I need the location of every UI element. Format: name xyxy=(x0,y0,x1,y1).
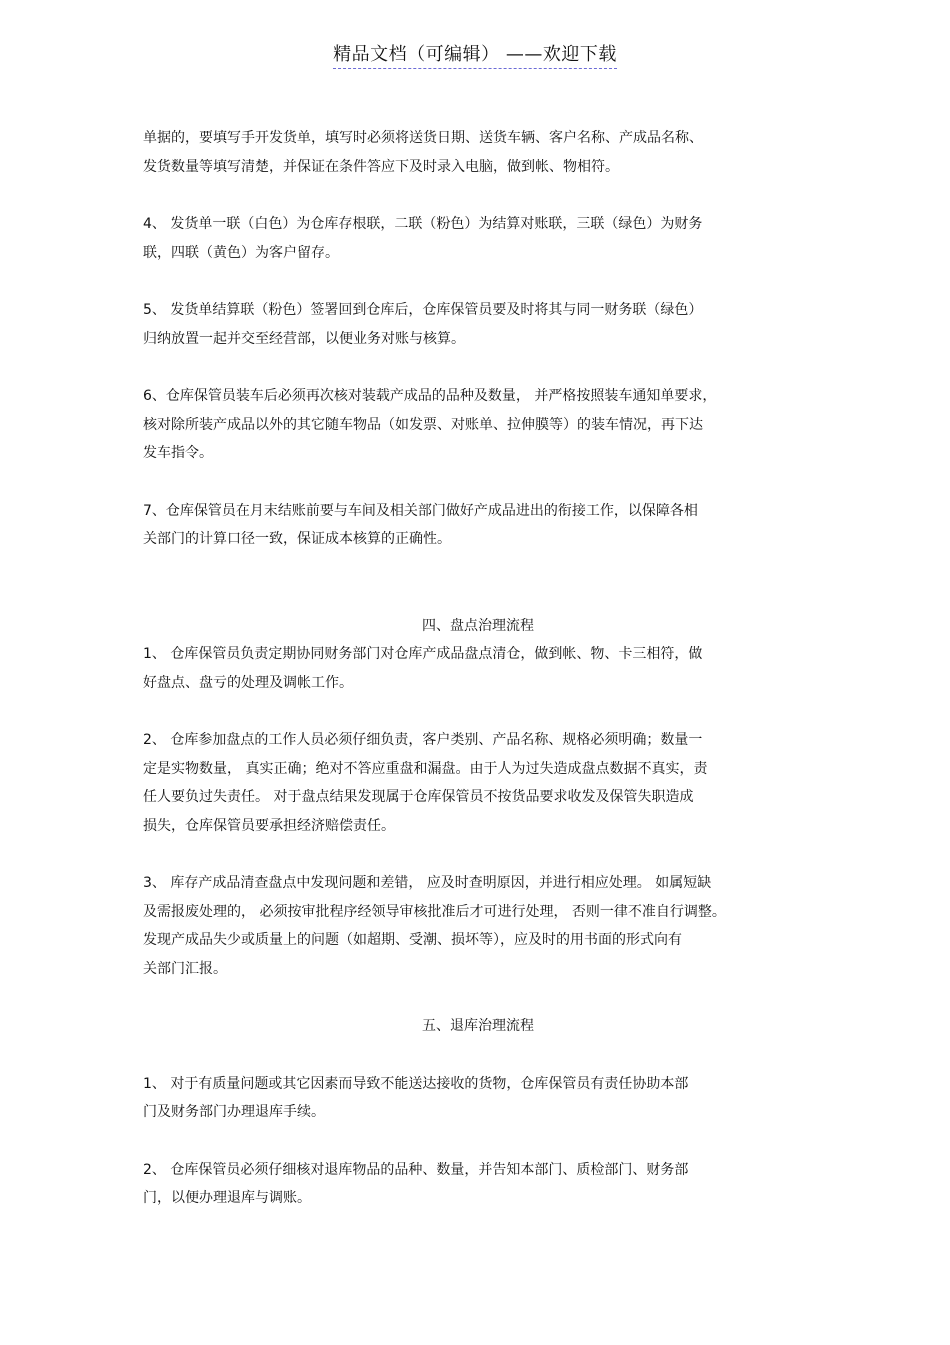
paragraph-inventory-1 xyxy=(143,640,813,697)
text-line: 单据的，要填写手开发货单，填写时必须将送货日期、送货车辆、客户名称、产成品名称、 xyxy=(143,130,703,146)
text-line: 损失，仓库保管员要承担经济赔偿责任。 xyxy=(143,817,395,834)
text-line: 关部门汇报。 xyxy=(143,960,227,977)
text-line: 及需报废处理的， 必须按审批程序经领导审核批准后才可进行处理， 否则一律不准自行调整。 xyxy=(143,903,726,920)
paragraph-item-4 xyxy=(143,210,813,267)
paragraph-item-5 xyxy=(143,296,813,353)
text-line: 7、仓库保管员在月末结账前要与车间及相关部门做好产成品进出的衔接工作，以保障各相 xyxy=(143,502,698,519)
paragraph-item-7 xyxy=(143,497,813,554)
paragraph-returns-1 xyxy=(143,1070,813,1127)
text-line: 2、 仓库参加盘点的工作人员必须仔细负责，客户类别、产品名称、规格必须明确；数量一 xyxy=(143,732,703,748)
text-line: 联，四联（黄色）为客户留存。 xyxy=(143,244,339,261)
text-line: 门及财务部门办理退库手续。 xyxy=(143,1104,325,1120)
paragraph-returns-2 xyxy=(143,1156,813,1213)
text-line: 发车指令。 xyxy=(143,445,213,461)
page-header xyxy=(0,40,950,69)
text-line: 2、 仓库保管员必须仔细核对退库物品的品种、数量，并告知本部门、质检部门、财务部 xyxy=(143,1161,689,1178)
text-line: 1、 对于有质量问题或其它因素而导致不能送达接收的货物，仓库保管员有责任协助本部 xyxy=(143,1075,689,1092)
paragraph-item-6 xyxy=(143,382,813,468)
text-line: 1、 仓库保管员负责定期协同财务部门对仓库产成品盘点清仓，做到帐、物、卡三相符，做 xyxy=(143,646,703,662)
document-body xyxy=(143,124,813,1242)
text-line: 任人要负过失责任。 对于盘点结果发现属于仓库保管员不按货品要求收发及保管失职造成 xyxy=(143,789,694,805)
text-line: 门，以便办理退库与调账。 xyxy=(143,1190,311,1206)
text-line: 核对除所装产成品以外的其它随车物品（如发票、对账单、拉伸膜等）的装车情况，再下达 xyxy=(143,416,703,433)
text-line: 好盘点、盘亏的处理及调帐工作。 xyxy=(143,674,353,691)
paragraph-inventory-3 xyxy=(143,869,813,983)
text-line: 3、 库存产成品清查盘点中发现问题和差错， 应及时查明原因，并进行相应处理。 如属短缺 xyxy=(143,875,712,891)
text-line: 发现产成品失少或质量上的问题（如超期、受潮、损坏等），应及时的用书面的形式向有 xyxy=(143,932,682,948)
section-title-returns: 五、退库治理流程 xyxy=(422,1018,534,1034)
paragraph-inventory-2 xyxy=(143,726,813,840)
text-line: 定是实物数量， 真实正确；绝对不答应重盘和漏盘。由于人为过失造成盘点数据不真实，责 xyxy=(143,760,708,777)
text-line: 归纳放置一起并交至经营部，以便业务对账与核算。 xyxy=(143,330,465,347)
text-line: 发货数量等填写清楚，并保证在条件答应下及时录入电脑，做到帐、物相符。 xyxy=(143,158,619,175)
text-line: 关部门的计算口径一致，保证成本核算的正确性。 xyxy=(143,531,451,547)
section-title-inventory: 四、盘点治理流程 xyxy=(422,617,534,634)
paragraph-shipping-form xyxy=(143,124,813,181)
text-line: 6、仓库保管员装车后必须再次核对装载产成品的品种及数量， 并严格按照装车通知单要求， xyxy=(143,388,717,404)
header-title: 精品文档（可编辑） ——欢迎下载 xyxy=(333,40,617,69)
text-line: 4、 发货单一联（白色）为仓库存根联，二联（粉色）为结算对账联，三联（绿色）为财务 xyxy=(143,216,703,232)
text-line: 5、 发货单结算联（粉色）签署回到仓库后，仓库保管员要及时将其与同一财务联（绿色） xyxy=(143,302,703,318)
